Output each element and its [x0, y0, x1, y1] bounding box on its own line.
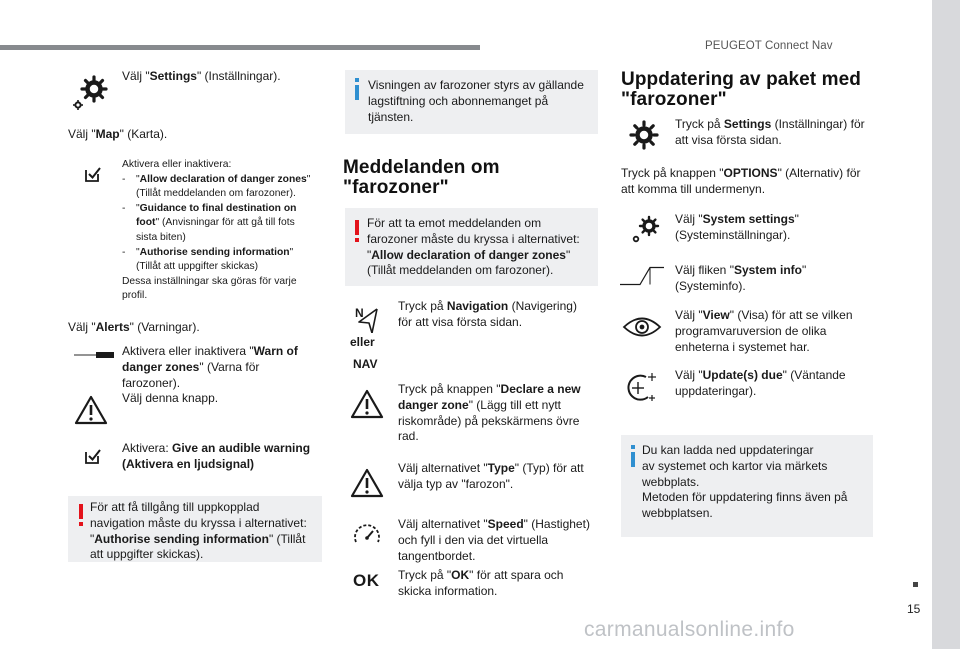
text-part: Tryck på knappen ": [621, 166, 724, 180]
text-part: Välj fliken ": [675, 263, 734, 277]
text-part: " (Varna för farozoner).: [122, 359, 260, 390]
quote-mark: ": [90, 531, 95, 546]
text-part: Välj ": [68, 320, 96, 334]
option-term: Allow declaration of danger zones: [139, 173, 307, 185]
declare-term: Declare a new danger zone: [398, 382, 581, 412]
text-part: (Inställningar) för att visa första sidan.: [675, 117, 865, 147]
map-term: Map: [95, 127, 120, 141]
text-part: " (Systeminställningar).: [675, 212, 799, 242]
system-settings-gears-icon: [629, 214, 661, 244]
speedometer-icon: [352, 522, 382, 546]
legislation-info-note: [345, 70, 598, 134]
text-part: Välj ": [122, 69, 150, 83]
text-part: Tryck på: [398, 299, 447, 313]
audible-warning-text: [122, 441, 317, 473]
option-term: Guidance to final destination on foot: [136, 202, 297, 229]
option-subtext: (Tillåt meddelanden om farozoner).: [136, 188, 296, 200]
note-line: Visningen av farozoner styrs av gällande: [368, 78, 584, 92]
text-part: Välj ": [68, 127, 96, 141]
text-part: " (Alternativ) för att komma till undermenyn.: [621, 166, 861, 196]
select-speed-text: [398, 517, 594, 564]
navigation-term: Navigation: [446, 299, 509, 313]
settings-gear-icon: [627, 118, 661, 152]
text-part: Välj ": [675, 308, 703, 322]
heading-line: Meddelanden om: [343, 157, 500, 178]
quote-mark: ": [136, 246, 140, 258]
note-body: [642, 443, 870, 522]
or-label: eller: [350, 335, 375, 349]
settings-term: Settings: [723, 117, 772, 131]
connected-nav-warning-note: [68, 496, 322, 562]
quote-mark: ": [565, 247, 571, 262]
note-body: [368, 78, 596, 125]
quote-mark: ": [136, 202, 140, 214]
tab-icon: [620, 266, 664, 286]
note-line: tjänsten.: [368, 109, 414, 124]
press-navigation-text: [398, 299, 594, 331]
svg-text:N: N: [355, 306, 364, 320]
list-dash: -: [122, 173, 126, 185]
section-heading-danger-zone-messages: [343, 158, 500, 199]
view-term: View: [702, 308, 730, 322]
note-term: Allow declaration of danger zones: [371, 247, 566, 262]
quote-mark: ": [289, 246, 294, 258]
heading-line: "farozoner": [343, 177, 449, 199]
note-body: [367, 216, 597, 279]
watermark: carmanualsonline.info: [584, 618, 795, 641]
update-refresh-icon: [624, 371, 660, 405]
note-line: webbplatsen.: [642, 506, 713, 521]
exclamation-icon: [354, 220, 360, 242]
header-rule: [0, 45, 480, 50]
note-body: [90, 500, 320, 563]
profile-note-line: Dessa inställningar ska göras för varje: [122, 275, 297, 287]
quote-mark: ": [136, 173, 140, 185]
text-part: Välj alternativet ": [398, 461, 488, 475]
select-system-info-text: [675, 263, 873, 295]
note-line: webbplats.: [642, 474, 700, 489]
enable-declaration-warning-note: [345, 208, 598, 286]
page-side-strip: [932, 0, 960, 649]
section-heading-package-update: [621, 70, 861, 111]
select-map-text: [68, 127, 318, 143]
heading-line: "farozoner": [621, 89, 727, 111]
text-part: " (Karta).: [119, 127, 168, 141]
warn-term: Warn of danger zones: [122, 344, 298, 374]
text-part: " (Systeminfo).: [675, 263, 807, 293]
select-settings-text: [122, 69, 322, 85]
warning-triangle-icon: [74, 395, 108, 425]
updates-due-term: Update(s) due: [702, 368, 783, 382]
quote-mark: ": [306, 173, 311, 185]
option-subtext: (Anvisningar för att gå till fots sista biten): [136, 217, 295, 244]
text-part: " (Varningar).: [129, 320, 200, 334]
profile-note-line: profil.: [122, 290, 148, 302]
option-allow-danger-zones: [122, 173, 317, 202]
note-line: För att ta emot meddelanden om: [367, 216, 542, 230]
list-dash: -: [122, 202, 126, 214]
select-type-text: [398, 461, 594, 493]
note-line: navigation måste du kryssa i alternativet:: [90, 515, 307, 530]
note-line: Metoden för uppdatering finns även på: [642, 490, 848, 505]
select-view-text: [675, 308, 873, 355]
list-dash: -: [122, 246, 126, 258]
option-subtext: (Tillåt att uppgifter skickas): [136, 261, 259, 273]
text-part: Välj ": [675, 368, 703, 382]
exclamation-icon: [78, 504, 84, 526]
note-line: Du kan ladda ned uppdateringar: [642, 443, 814, 457]
note-line: lagstiftning och abonnemanget på: [368, 93, 549, 108]
text-part: Aktivera:: [122, 441, 173, 455]
quote-mark: ": [155, 217, 160, 229]
alerts-term: Alerts: [95, 320, 130, 334]
select-button-text: Välj denna knapp.: [122, 391, 219, 406]
download-updates-info-note: [621, 435, 873, 537]
settings-term: Settings: [149, 69, 197, 83]
text-part: Tryck på: [675, 117, 724, 131]
eye-icon: [622, 314, 662, 340]
continuation-marker: [913, 582, 918, 587]
note-line: [367, 248, 597, 264]
text-part: " (Typ) för att välja typ av "farozon".: [398, 461, 584, 491]
note-line: För att få tillgång till uppkopplad: [90, 500, 260, 514]
text-part: " (Visa) för att se vilken programvaruversion de olika enheterna i systemet har.: [675, 308, 853, 354]
note-line: att uppgifter skickas).: [90, 547, 204, 562]
text-part: " (Väntande uppdateringar).: [675, 368, 846, 398]
text-part: " (Tillåt: [268, 531, 306, 546]
heading-line: Uppdatering av paket med: [621, 69, 861, 90]
option-guidance-on-foot: [122, 202, 317, 246]
nav-button-label: NAV: [353, 357, 378, 371]
text-part: " (Lägg till ett nytt riskområde) på pekskärmens övre rad.: [398, 397, 580, 444]
text-part: Aktivera eller inaktivera ": [122, 344, 254, 358]
text-part: " för att spara och skicka information.: [398, 568, 564, 598]
press-options-text: [621, 166, 871, 198]
note-line: [90, 532, 320, 548]
toggle-switch-icon: [74, 350, 114, 360]
note-line: (Tillåt meddelanden om farozoner).: [367, 263, 554, 278]
note-line: av systemet och kartor via märkets: [642, 458, 828, 473]
info-icon: [354, 78, 360, 100]
system-settings-term: System settings: [702, 212, 795, 226]
settings-gears-icon: [70, 72, 110, 112]
select-system-settings-text: [675, 212, 873, 244]
navigation-arrow-icon: [353, 305, 379, 333]
text-part: Tryck på ": [398, 568, 452, 582]
activation-options-text: [122, 158, 317, 304]
note-line: farozoner måste du kryssa i alternativet:: [367, 231, 580, 246]
text-part: Tryck på knappen ": [398, 382, 501, 396]
warning-triangle-icon: [350, 468, 384, 498]
type-term: Type: [487, 461, 515, 475]
audible-term: Give an audible warning (Aktivera en ljudsignal): [122, 441, 311, 471]
select-alerts-text: [68, 320, 318, 336]
declare-danger-zone-text: [398, 382, 594, 445]
option-term: Authorise sending information: [139, 246, 290, 258]
checkbox-icon: [84, 165, 102, 183]
text-part: (Navigering) för att visa första sidan.: [398, 299, 577, 329]
warning-triangle-icon: [350, 389, 384, 419]
activation-intro: Aktivera eller inaktivera:: [122, 159, 232, 170]
ok-term: OK: [451, 568, 470, 582]
text-part: " (Hastighet) och fyll i den via det virtuella tangentbordet.: [398, 517, 590, 563]
text-part: Välj alternativet ": [398, 517, 488, 531]
options-term: OPTIONS: [723, 166, 778, 180]
text-part: " (Inställningar).: [196, 69, 281, 83]
press-settings-text: [675, 117, 873, 149]
speed-term: Speed: [487, 517, 524, 531]
quote-mark: ": [367, 247, 372, 262]
select-updates-due-text: [675, 368, 873, 400]
note-term: Authorise sending information: [94, 531, 269, 546]
text-part: Välj ": [675, 212, 703, 226]
system-info-term: System info: [733, 263, 802, 277]
info-icon: [630, 445, 636, 467]
option-authorise-sending: [122, 246, 317, 275]
press-ok-text: [398, 568, 594, 600]
warn-danger-zones-text: [122, 344, 317, 407]
page-number: 15: [907, 602, 921, 616]
checkbox-icon: [84, 447, 102, 465]
ok-button-label: OK: [353, 571, 380, 590]
brand-label: PEUGEOT Connect Nav: [705, 40, 833, 52]
